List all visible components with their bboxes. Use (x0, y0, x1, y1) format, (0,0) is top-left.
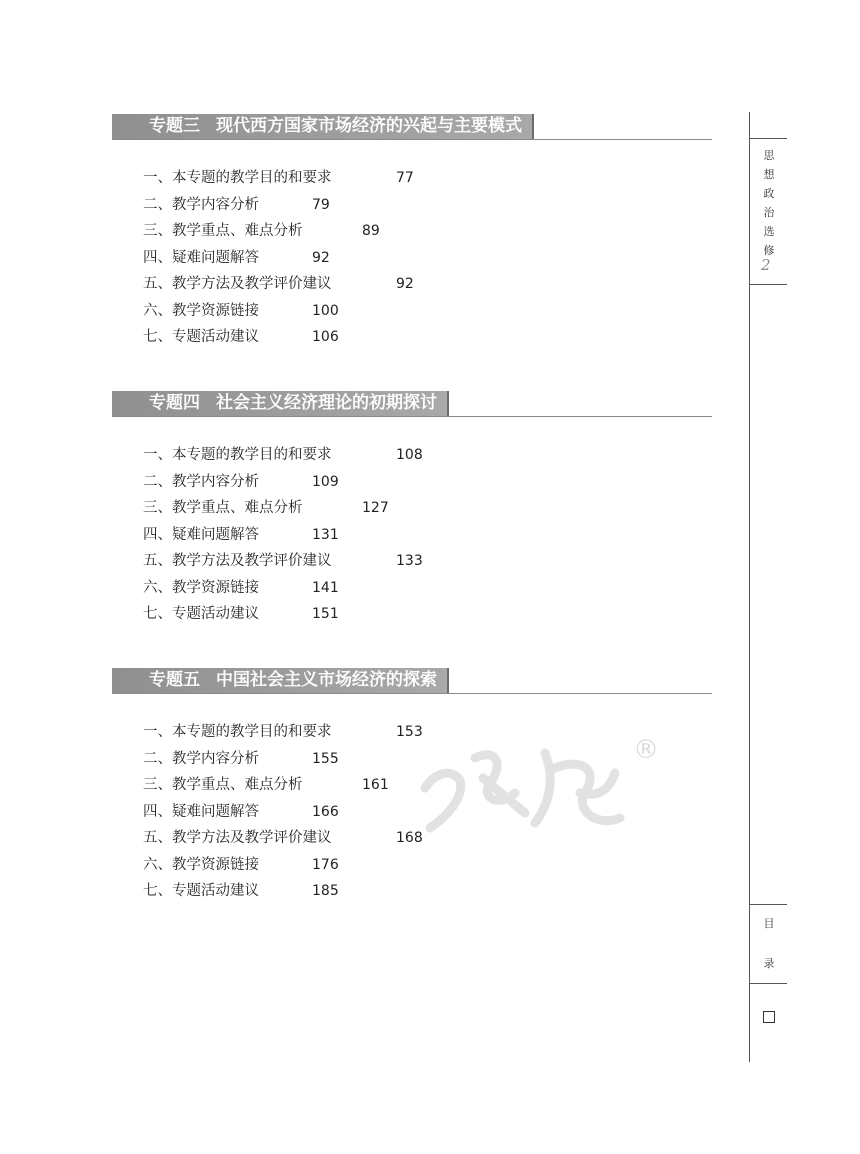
toc-entry-label: 六、教学资源链接 (143, 302, 259, 319)
section-title: 中国社会主义市场经济的探索 (216, 670, 437, 690)
heading-underline (112, 139, 712, 140)
toc-entry-page: 131 (312, 526, 339, 543)
toc-entry-page: 133 (396, 553, 423, 569)
side-subject-label (762, 146, 776, 222)
toc-entry-page: 185 (312, 883, 339, 899)
toc-entry[interactable] (143, 192, 332, 219)
toc-entry-label: 三、教学重点、难点分析 (143, 223, 303, 239)
section-heading-bar (112, 391, 447, 416)
toc-section-5 (112, 668, 712, 899)
publisher-watermark-icon (405, 718, 665, 848)
section-heading-bar (112, 114, 532, 139)
toc-entry-page: 77 (396, 170, 414, 186)
toc-entry-page: 100 (312, 302, 339, 319)
toc-entry-label: 三、教学重点、难点分析 (143, 777, 303, 793)
heading-underline (112, 693, 712, 694)
section-heading (112, 668, 712, 694)
toc-entry-page: 92 (312, 249, 330, 266)
side-char: 目 (763, 917, 775, 930)
section-heading-bar (112, 668, 447, 693)
toc-entry-page: 108 (396, 447, 423, 463)
toc-entry-page: 166 (312, 803, 339, 820)
toc-entry-page: 79 (312, 196, 330, 213)
square-box-icon (763, 1011, 775, 1023)
toc-entry-label: 六、教学资源链接 (143, 856, 259, 873)
side-volume-number: 2 (761, 256, 771, 274)
toc-entry-page: 155 (312, 750, 339, 767)
toc-entry-list (143, 442, 423, 628)
toc-entry-label: 二、教学内容分析 (143, 750, 259, 767)
side-char: 治 (763, 206, 775, 219)
toc-entry[interactable] (143, 442, 423, 469)
toc-entry[interactable] (143, 601, 339, 628)
toc-entry-label: 七、专题活动建议 (143, 883, 259, 899)
section-number: 专题三 (149, 116, 200, 136)
side-char: 录 (763, 957, 775, 970)
toc-entry[interactable] (143, 878, 339, 905)
side-course-label (762, 222, 776, 260)
toc-entry-page: 153 (396, 724, 423, 740)
side-char: 修 (763, 244, 775, 257)
registered-mark: ® (633, 735, 659, 765)
toc-entry-page: 92 (396, 276, 414, 292)
toc-entry[interactable] (143, 548, 423, 575)
side-section-label (762, 914, 776, 973)
toc-entry-label: 六、教学资源链接 (143, 579, 259, 596)
heading-underline (112, 416, 712, 417)
toc-entry[interactable] (143, 746, 339, 773)
toc-entry[interactable] (143, 298, 339, 325)
toc-entry[interactable] (143, 772, 389, 799)
toc-entry[interactable] (143, 469, 339, 496)
toc-entry[interactable] (143, 495, 389, 522)
toc-entry-label: 四、疑难问题解答 (143, 526, 259, 543)
toc-entry-label: 七、专题活动建议 (143, 606, 259, 622)
section-title: 现代西方国家市场经济的兴起与主要模式 (216, 116, 522, 136)
side-strip-rule (749, 138, 787, 139)
toc-entry-page: 151 (312, 606, 339, 622)
side-strip-rule (749, 904, 787, 905)
side-strip-rule (749, 983, 787, 984)
side-char: 想 (763, 168, 775, 181)
section-heading (112, 391, 712, 417)
section-number: 专题五 (149, 670, 200, 690)
toc-entry-page: 141 (312, 579, 339, 596)
side-strip-line (749, 112, 750, 1062)
side-char: 选 (763, 225, 775, 238)
toc-entry[interactable] (143, 799, 339, 826)
toc-entry-page: 127 (362, 500, 389, 516)
toc-entry-label: 四、疑难问题解答 (143, 803, 259, 820)
toc-entry-label: 七、专题活动建议 (143, 329, 259, 345)
toc-entry-label: 三、教学重点、难点分析 (143, 500, 303, 516)
toc-entry-page: 161 (362, 777, 389, 793)
toc-entry-label: 二、教学内容分析 (143, 473, 259, 490)
toc-entry[interactable] (143, 719, 423, 746)
toc-entry[interactable] (143, 245, 332, 272)
toc-entry[interactable] (143, 852, 339, 879)
side-strip-rule (749, 284, 787, 285)
section-title: 社会主义经济理论的初期探讨 (216, 393, 437, 413)
toc-entry-page: 109 (312, 473, 339, 490)
section-heading (112, 114, 712, 140)
toc-entry-label: 二、教学内容分析 (143, 196, 259, 213)
toc-entry-label: 四、疑难问题解答 (143, 249, 259, 266)
toc-entry[interactable] (143, 324, 339, 351)
toc-entry-page: 168 (396, 830, 423, 846)
toc-entry-page: 106 (312, 329, 339, 345)
toc-entry[interactable] (143, 575, 339, 602)
section-number: 专题四 (149, 393, 200, 413)
toc-entry-label: 一、本专题的教学目的和要求 (143, 724, 332, 740)
toc-entry-list (143, 719, 423, 905)
toc-entry-label: 一、本专题的教学目的和要求 (143, 170, 332, 186)
toc-entry-list (143, 165, 414, 351)
toc-entry[interactable] (143, 522, 339, 549)
toc-entry-label: 五、教学方法及教学评价建议 (143, 553, 332, 569)
toc-entry-label: 五、教学方法及教学评价建议 (143, 276, 332, 292)
toc-entry-label: 一、本专题的教学目的和要求 (143, 447, 332, 463)
toc-entry-label: 五、教学方法及教学评价建议 (143, 830, 332, 846)
toc-entry[interactable] (143, 825, 423, 852)
side-char: 政 (763, 187, 775, 200)
toc-entry[interactable] (143, 271, 414, 298)
toc-entry-page: 176 (312, 856, 339, 873)
side-char: 思 (763, 149, 775, 162)
toc-section-3 (112, 114, 712, 345)
toc-entry[interactable] (143, 165, 414, 192)
toc-entry[interactable] (143, 218, 380, 245)
toc-section-4 (112, 391, 712, 622)
toc-entry-page: 89 (362, 223, 380, 239)
